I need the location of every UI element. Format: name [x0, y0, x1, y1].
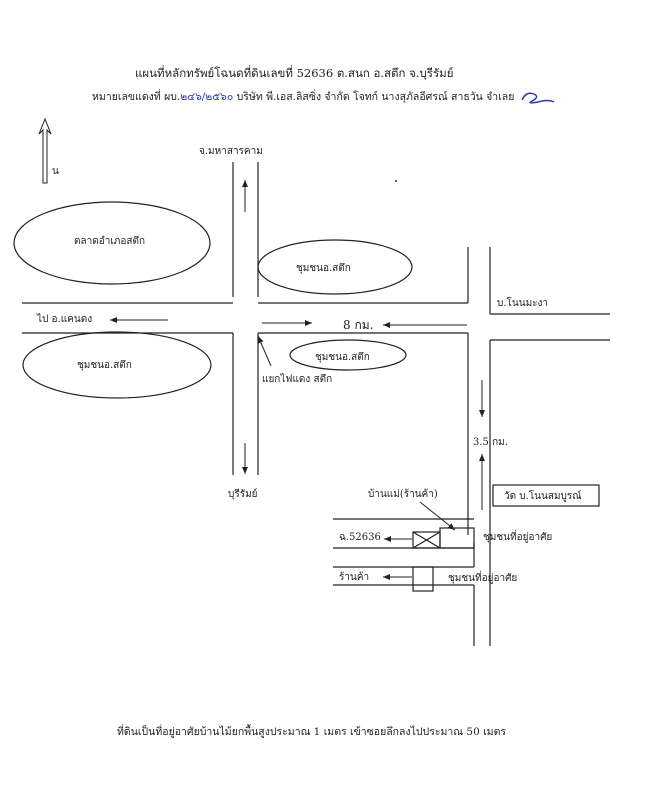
- arrow-to-mother-house: [420, 502, 455, 530]
- label-buriram: บุรีรัมย์: [228, 489, 258, 500]
- label-mahasarakham: จ.มหาสารคาม: [199, 146, 263, 157]
- subtitle-suffix: บริษัท พี.เอส.ลิสซิ่ง จำกัด โจทก์ นางสุภัลอีศรณ์ สาธวัน จำเลย: [233, 91, 515, 103]
- label-to-khaenong: ไป อ.แคนดง: [37, 314, 93, 325]
- label-satuek-market: ตลาดอำเภอสตึก: [74, 236, 146, 247]
- label-residential-2: ชุมชนที่อยู่อาศัย: [448, 573, 518, 584]
- subtitle-prefix: หมายเลขแดงที่ ผบ.: [92, 91, 181, 103]
- label-residential-1: ชุมชนที่อยู่อาศัย: [483, 532, 553, 543]
- footer-note: ที่ดินเป็นที่อยู่อาศัยบ้านไม้ยกพื้นสูงประมาณ 1 เมตร เข้าซอยลึกลงไปประมาณ 50 เมตร: [117, 726, 507, 738]
- case-number: ๒๔๖/๒๕๖๐: [180, 91, 234, 103]
- label-community-mid: ชุมชนอ.สตึก: [315, 352, 370, 363]
- label-distance-35km: 3.5 กม.: [473, 437, 508, 448]
- arrow-junction: [258, 336, 271, 366]
- label-distance-8km: 8 กม.: [343, 318, 374, 332]
- label-community-ne: ชุมชนอ.สตึก: [296, 263, 351, 274]
- label-wat: วัด บ.โนนสมบูรณ์: [504, 491, 582, 502]
- north-arrow-icon: [39, 119, 51, 183]
- label-ban-nonmaga: บ.โนนมะงา: [497, 298, 549, 309]
- mother-house-box: [440, 528, 474, 548]
- label-deed: ฉ.52636: [339, 532, 381, 543]
- north-label: น: [52, 166, 59, 177]
- label-shop: ร้านค้า: [339, 572, 370, 583]
- signature: [522, 93, 554, 103]
- shop-box: [413, 567, 433, 591]
- label-community-sw: ชุมชนอ.สตึก: [77, 360, 132, 371]
- page-subtitle: [92, 89, 514, 103]
- land-plot-marker: [413, 532, 440, 548]
- page-title: แผนที่หลักทรัพย์โฉนดที่ดินเลขที่ 52636 ต.สนก อ.สตึก จ.บุรีรัมย์: [135, 66, 454, 80]
- label-mother-house: บ้านแม่(ร้านค้า): [368, 489, 438, 500]
- label-satuek-junction: แยกไฟแดง สตึก: [262, 374, 333, 385]
